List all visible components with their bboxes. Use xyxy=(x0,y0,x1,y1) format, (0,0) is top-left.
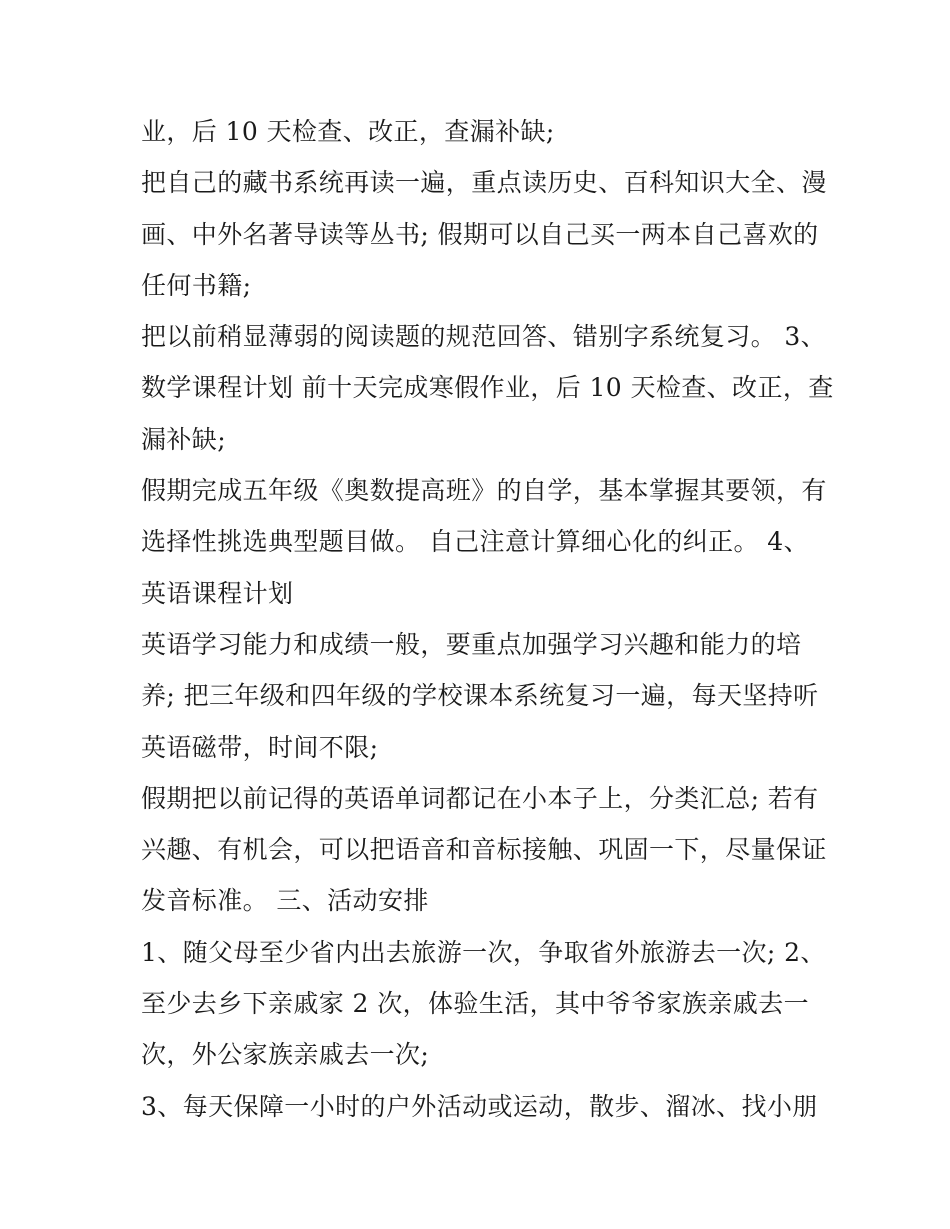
text-line: 选择性挑选典型题目做。 自己注意计算细心化的纠正。 4、 xyxy=(141,527,810,557)
text-line: 3、每天保障一小时的户外活动或运动，散步、溜冰、找小朋 xyxy=(141,1091,818,1121)
body-text xyxy=(141,106,834,1132)
text-line: 把以前稍显薄弱的阅读题的规范回答、错别字系统复习。 3、 xyxy=(141,322,827,352)
text-line: 次，外公家族亲戚去一次; xyxy=(141,1040,430,1070)
text-line: 业，后 10 天检查、改正，查漏补缺; xyxy=(141,117,555,146)
text-line: 兴趣、有机会，可以把语音和音标接触、巩固一下，尽量保证 xyxy=(141,835,827,865)
text-line: 把自己的藏书系统再读一遍，重点读历史、百科知识大全、漫 xyxy=(141,168,827,198)
text-line: 画、中外名著导读等丛书; 假期可以自己买一两本自己喜欢的 xyxy=(141,219,819,249)
text-line: 养; 把三年级和四年级的学校课本系统复习一遍，每天坚持听 xyxy=(141,681,819,711)
text-line: 发音标准。 三、活动安排 xyxy=(141,886,429,916)
text-line: 漏补缺; xyxy=(141,424,227,454)
text-line: 1、随父母至少省内出去旅游一次，争取省外旅游去一次; 2、 xyxy=(141,937,826,967)
text-line: 至少去乡下亲戚家 2 次，体验生活，其中爷爷家族亲戚去一 xyxy=(141,989,810,1019)
text-line: 假期把以前记得的英语单词都记在小本子上，分类汇总; 若有 xyxy=(141,783,819,813)
text-line: 数学课程计划 前十天完成寒假作业，后 10 天检查、改正，查 xyxy=(141,373,834,403)
text-line: 任何书籍; xyxy=(141,270,252,300)
text-line: 英语学习能力和成绩一般，要重点加强学习兴趣和能力的培 xyxy=(141,629,802,659)
section-heading: 英语课程计划 xyxy=(141,578,294,608)
text-line: 英语磁带，时间不限; xyxy=(141,732,379,762)
text-line: 假期完成五年级《奥数提高班》的自学，基本掌握其要领，有 xyxy=(141,476,827,506)
